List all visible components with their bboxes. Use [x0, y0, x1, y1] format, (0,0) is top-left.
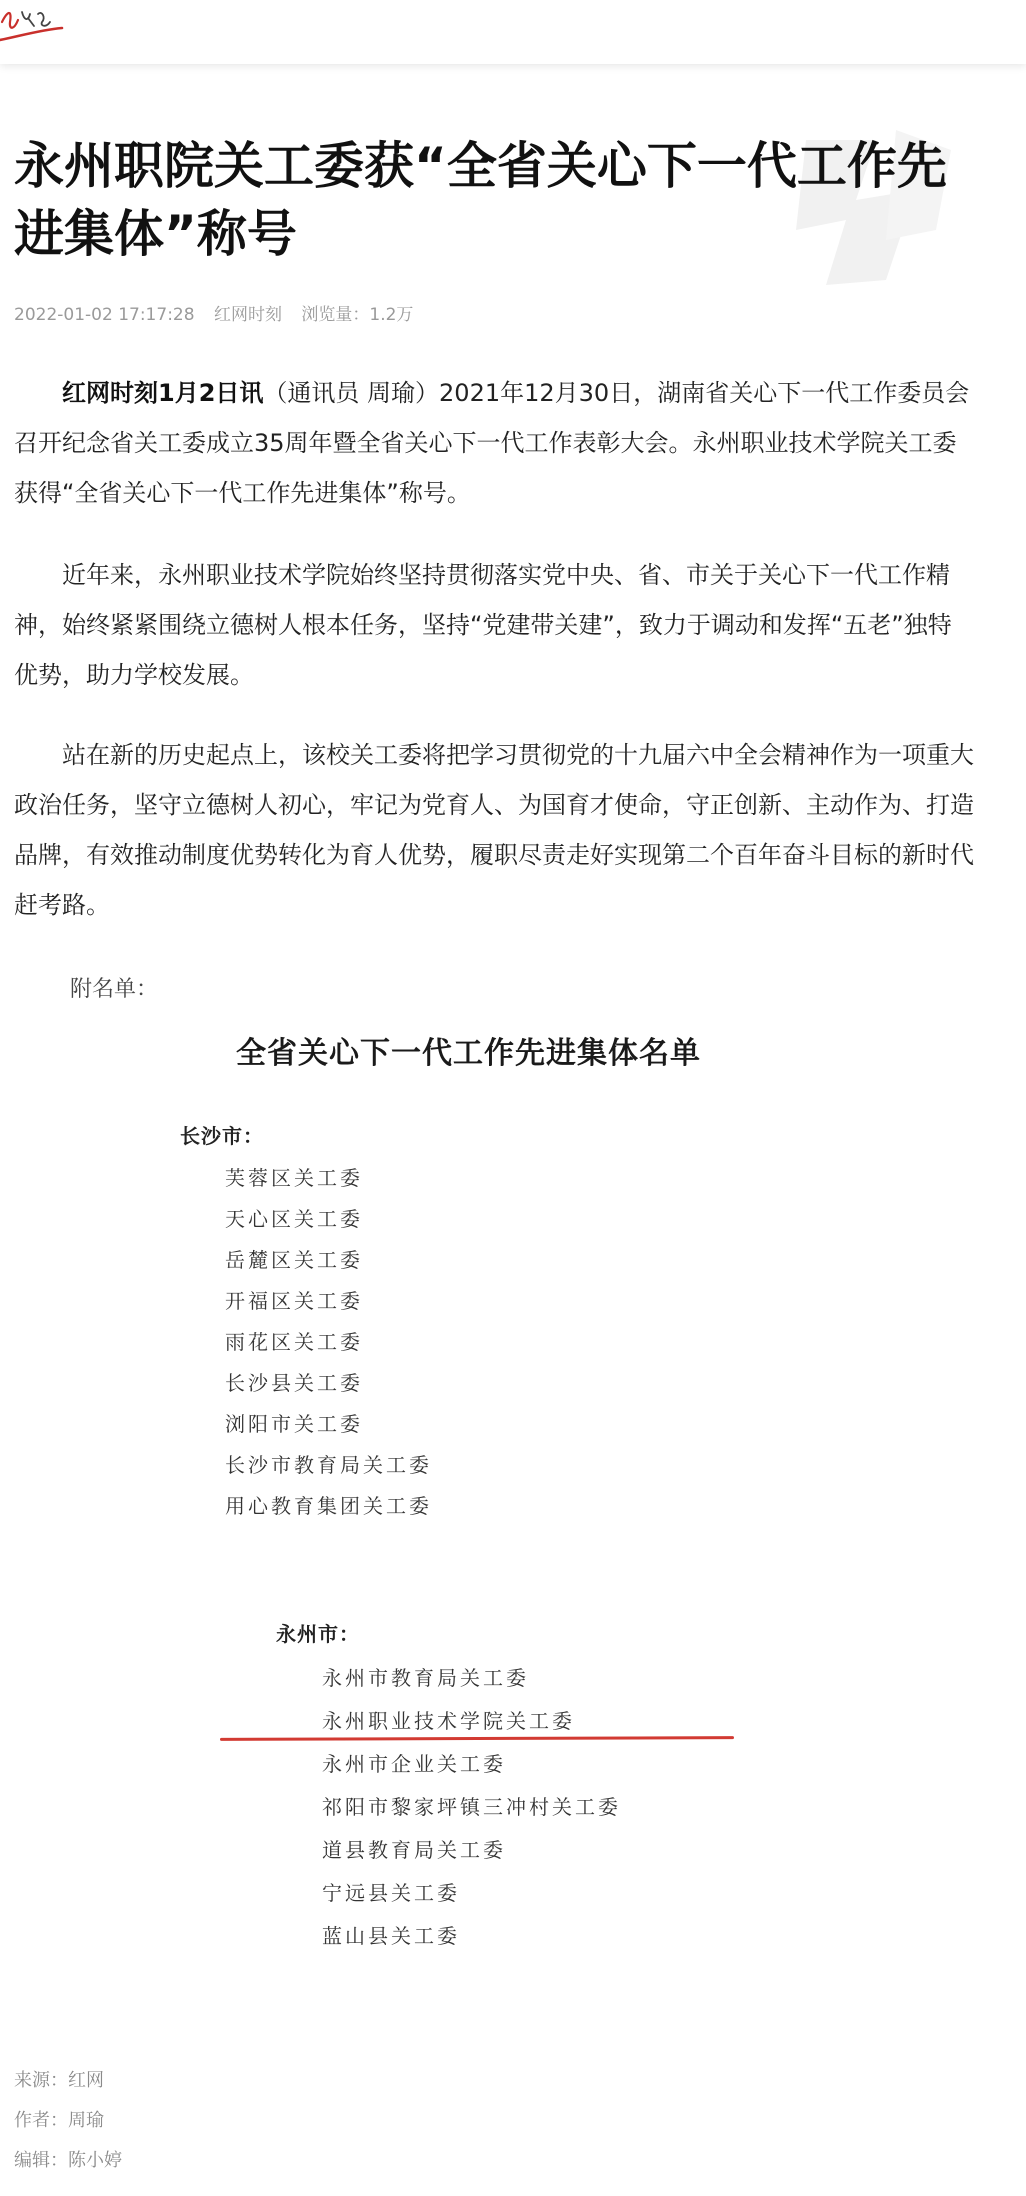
attachment-label: 附名单： [70, 977, 159, 1002]
dateline-lead: 红网时刻1月2日讯 [62, 379, 264, 407]
city-label-changsha: 长沙市： [180, 1124, 264, 1148]
list-item: 永州市教育局关工委 [322, 1666, 529, 1690]
article-meta [14, 300, 427, 325]
list-item: 天心区关工委 [225, 1207, 363, 1231]
hongwang-logo-icon[interactable] [0, 0, 70, 56]
list-item: 长沙县关工委 [225, 1371, 363, 1395]
highlight-underline [220, 1736, 734, 1741]
document-title: 全省关心下一代工作先进集体名单 [236, 1036, 701, 1071]
list-item: 岳麓区关工委 [225, 1248, 363, 1272]
list-item: 道县教育局关工委 [322, 1838, 506, 1862]
list-item: 浏阳市关工委 [225, 1412, 363, 1436]
paragraph-1-text: （通讯员 周瑜）2021年12月30日，湖南省关心下一代工作委员会召开纪念省关工委成立35周年暨全省关心下一代工作表彰大会。永州职业技术学院关工委获得“全省关心下一代工作先进集体”称号。 [14, 379, 970, 507]
top-bar [0, 0, 1026, 64]
editor-value: 陈小婷 [68, 2150, 122, 2171]
views-label: 浏览量： [301, 305, 370, 325]
paragraph-2: 近年来，永州职业技术学院始终坚持贯彻落实党中央、省、市关于关心下一代工作精神，始终紧紧围绕立德树人根本任务，坚持“党建带关建”，致力于调动和发挥“五老”独特优势，助力学校发展。 [14, 561, 952, 689]
source-label: 来源： [14, 2070, 68, 2091]
author-value: 周瑜 [68, 2110, 104, 2131]
author-label: 作者： [14, 2110, 68, 2131]
list-item: 永州市企业关工委 [322, 1752, 506, 1776]
article-title: 永州职院关工委获“全省关心下一代工作先进集体”称号 [14, 137, 947, 263]
author-credit [14, 2106, 104, 2132]
list-item: 蓝山县关工委 [322, 1924, 460, 1948]
source-credit [14, 2066, 104, 2092]
paragraph-1 [14, 368, 974, 518]
channel-name: 红网时刻 [213, 305, 282, 325]
list-item: 祁阳市黎家坪镇三冲村关工委 [322, 1795, 621, 1819]
list-item-highlighted: 永州职业技术学院关工委 [322, 1709, 575, 1733]
city-label-yongzhou: 永州市： [276, 1622, 360, 1646]
list-item: 长沙市教育局关工委 [225, 1453, 432, 1477]
list-item: 开福区关工委 [225, 1289, 363, 1313]
list-item: 芙蓉区关工委 [225, 1166, 363, 1190]
scanned-document [0, 950, 1026, 2000]
editor-credit [14, 2146, 122, 2172]
list-item: 宁远县关工委 [322, 1881, 460, 1905]
views-value: 1.2万 [369, 305, 414, 325]
list-item: 雨花区关工委 [225, 1330, 363, 1354]
editor-label: 编辑： [14, 2150, 68, 2171]
source-value: 红网 [68, 2070, 104, 2091]
view-count [301, 305, 413, 325]
list-item: 用心教育集团关工委 [225, 1494, 432, 1518]
paragraph-3: 站在新的历史起点上，该校关工委将把学习贯彻党的十九届六中全会精神作为一项重大政治任务，坚守立德树人初心，牢记为党育人、为国育才使命，守正创新、主动作为、打造品牌，有效推动制度优势转化为育人优势，履职尽责走好实现第二个百年奋斗目标的新时代赶考路。 [14, 741, 974, 919]
publish-date: 2022-01-02 17:17:28 [14, 305, 195, 325]
